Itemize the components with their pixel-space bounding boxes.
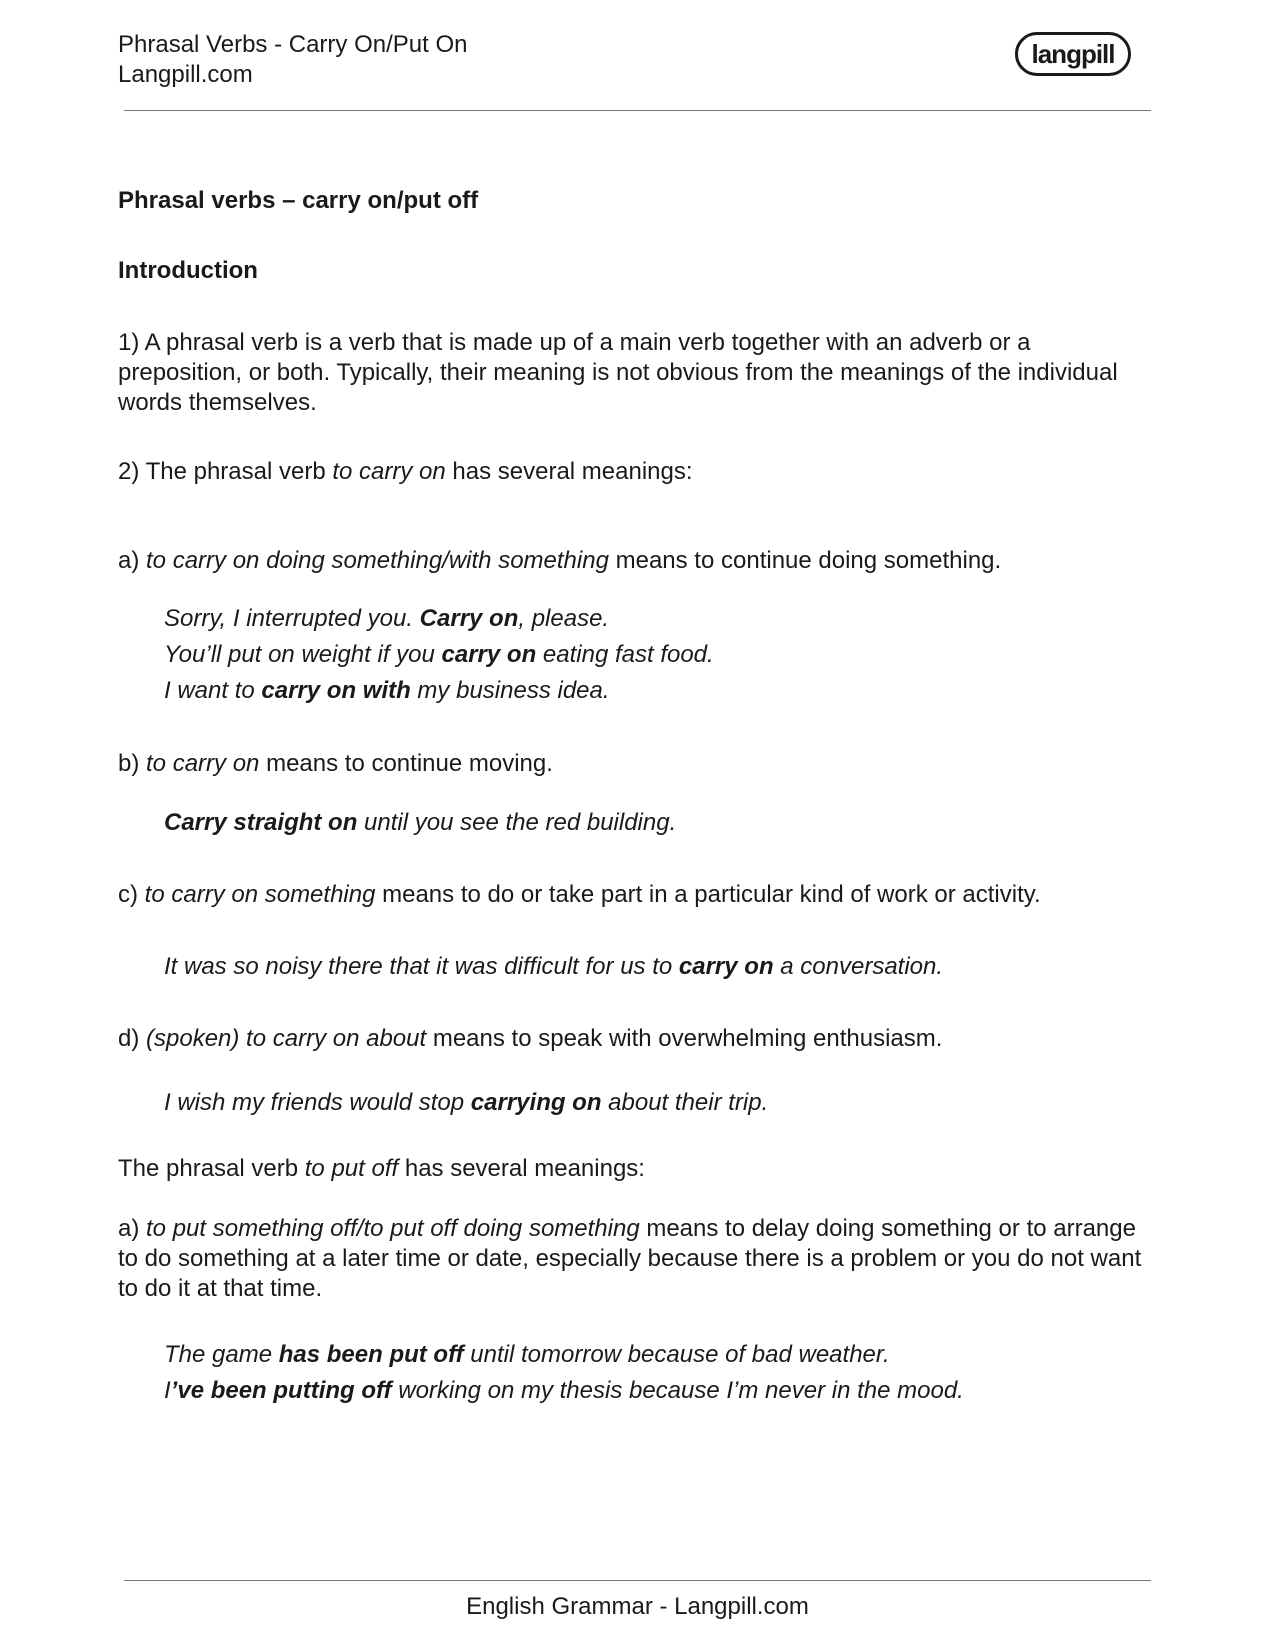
- phrasal-verb: to carry on: [332, 458, 446, 485]
- meaning-definition: means to continue moving.: [259, 750, 553, 777]
- langpill-logo: [1015, 32, 1131, 76]
- meaning-letter: c): [118, 881, 145, 908]
- meaning-definition: means to do or take part in a particular kind of work or activity.: [375, 881, 1041, 908]
- example-text: about their trip.: [601, 1089, 769, 1116]
- example-text: You’ll put on weight if you: [164, 641, 442, 668]
- meaning-letter: d): [118, 1025, 147, 1052]
- example-text: , please.: [518, 605, 610, 632]
- example-sentence: [164, 640, 714, 670]
- text-span: has several meanings:: [445, 458, 693, 485]
- meaning-term: to carry on something: [144, 881, 376, 908]
- text-span: The phrasal verb: [118, 1155, 305, 1182]
- meaning-d: [118, 1024, 942, 1054]
- paragraph-1: 1) A phrasal verb is a verb that is made up of a main verb together with an adverb or a preposition, or both. Typically, their meaning is not obvious from the meanings of the individual words themselves.: [118, 329, 1118, 416]
- meaning-b: [118, 749, 553, 779]
- example-text: eating fast food.: [536, 641, 714, 668]
- meaning-term: to carry on: [146, 750, 260, 777]
- meaning-term: (spoken) to carry on about: [146, 1025, 427, 1052]
- put-off-intro: [118, 1154, 645, 1184]
- example-sentence: [164, 1376, 964, 1406]
- meaning-definition: means to continue doing something.: [608, 547, 1002, 574]
- footer-text: English Grammar - Langpill.com: [466, 1593, 809, 1620]
- meaning-letter: b): [118, 750, 147, 777]
- logo-text: langpill: [1031, 39, 1115, 69]
- example-highlight: carry on: [441, 641, 537, 668]
- example-highlight: Carry straight on: [164, 809, 358, 836]
- text-span: 2) The phrasal verb: [118, 458, 333, 485]
- example-text: a conversation.: [773, 953, 944, 980]
- example-highlight: carry on with: [261, 677, 411, 704]
- example-text: It was so noisy there that it was difficult for us to: [164, 953, 679, 980]
- example-highlight: Carry on: [419, 605, 519, 632]
- example-highlight: carrying on: [470, 1089, 602, 1116]
- example-text: until tomorrow because of bad weather.: [463, 1341, 890, 1368]
- example-text: I wish my friends would stop: [164, 1089, 471, 1116]
- paragraph-2: [118, 457, 693, 487]
- example-highlight: ’ve been putting off: [170, 1377, 392, 1404]
- example-text: The game: [164, 1341, 279, 1368]
- header-title: Phrasal Verbs - Carry On/Put On: [118, 31, 468, 58]
- meaning-a: [118, 546, 1001, 576]
- example-text: I want to: [164, 677, 262, 704]
- header-site: Langpill.com: [118, 61, 253, 88]
- footer-divider: [124, 1580, 1151, 1581]
- example-sentence: [164, 676, 610, 706]
- example-highlight: has been put off: [278, 1341, 464, 1368]
- put-off-meaning-a: [118, 1214, 1153, 1304]
- meaning-definition: means to speak with overwhelming enthusiasm.: [426, 1025, 943, 1052]
- example-highlight: carry on: [678, 953, 774, 980]
- header-divider: [124, 110, 1151, 111]
- meaning-definition: means to delay doing something or to arrange to do something at a later time or date, especially because there is a problem or you do not want to do it at that time.: [118, 1215, 1142, 1302]
- example-text: Sorry, I interrupted you.: [164, 605, 420, 632]
- example-text: until you see the red building.: [357, 809, 677, 836]
- example-sentence: [164, 808, 676, 838]
- meaning-c: [118, 880, 1041, 910]
- example-text: my business idea.: [410, 677, 610, 704]
- meaning-letter: a): [118, 1215, 147, 1242]
- meaning-term: to put something off/to put off doing something: [146, 1215, 640, 1242]
- text-span: has several meanings:: [398, 1155, 645, 1182]
- example-sentence: [164, 952, 943, 982]
- meaning-letter: a): [118, 547, 147, 574]
- phrasal-verb: to put off: [304, 1155, 399, 1182]
- example-sentence: [164, 1088, 768, 1118]
- example-sentence: [164, 1340, 890, 1370]
- meaning-term: to carry on doing something/with something: [146, 547, 609, 574]
- example-text: working on my thesis because I’m never in the mood.: [391, 1377, 964, 1404]
- intro-heading: Introduction: [118, 257, 258, 284]
- example-sentence: [164, 604, 609, 634]
- document-title: Phrasal verbs – carry on/put off: [118, 187, 479, 214]
- example-text: I: [164, 1377, 171, 1404]
